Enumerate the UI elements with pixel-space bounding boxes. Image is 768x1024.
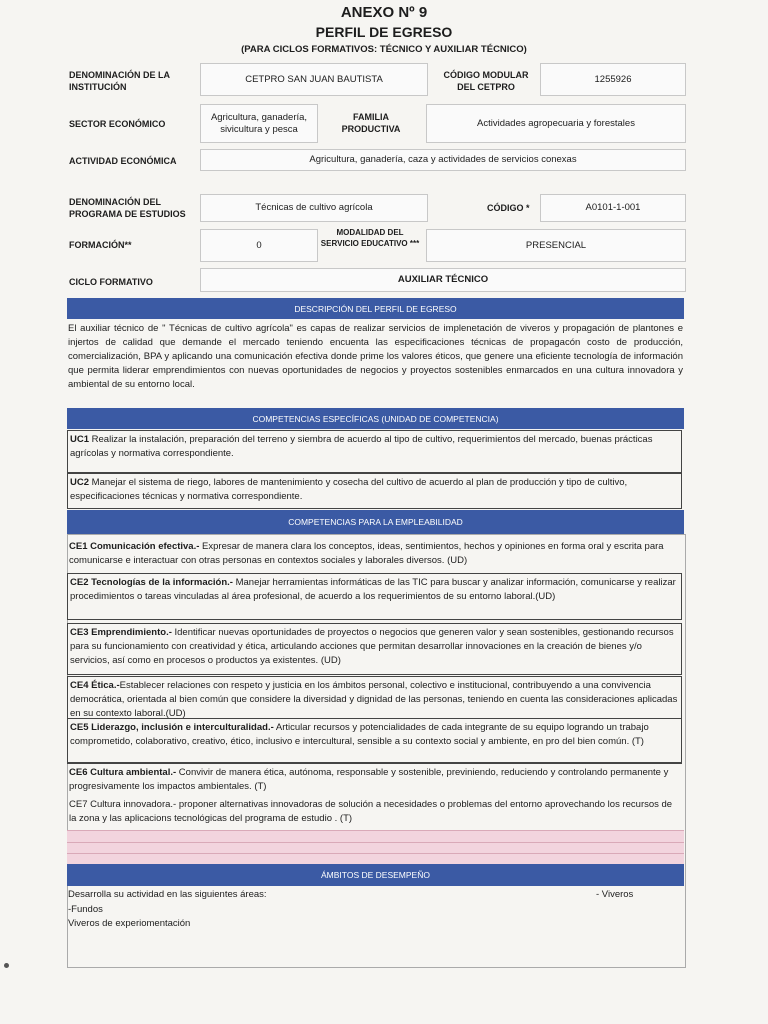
modality-value: PRESENCIAL bbox=[426, 229, 686, 262]
ce4-title: CE4 Ética.- bbox=[70, 680, 120, 691]
modality-label: MODALIDAD DEL SERVICIO EDUCATIVO *** bbox=[320, 228, 420, 248]
cycle-value: AUXILIAR TÉCNICO bbox=[200, 268, 686, 292]
sector-label: SECTOR ECONÓMICO bbox=[69, 119, 166, 129]
uc2-text: Manejar el sistema de riego, labores de mantenimiento y cosecha del cultivo de acuerdo al plan de producción y tipo de cultivo, especificaciones técnicas y normativa correspondiente. bbox=[70, 477, 628, 502]
ce1-title: CE1 Comunicación efectiva.- bbox=[69, 541, 200, 552]
program-value: Técnicas de cultivo agrícola bbox=[200, 194, 428, 222]
family-value: Actividades agropecuaria y forestales bbox=[426, 104, 686, 143]
scope-line-1-right: - Viveros bbox=[596, 889, 634, 900]
activity-label: ACTIVIDAD ECONÓMICA bbox=[69, 156, 177, 166]
uc1-text: Realizar la instalación, preparación del terreno y siembra de acuerdo al tipo de cultivo, requerimientos del mercado, buenas prácticas agrícolas y normativa correspondiente. bbox=[70, 434, 653, 459]
ce3-title: CE3 Emprendimiento.- bbox=[70, 627, 172, 638]
ce2-cell bbox=[67, 573, 682, 620]
uc1-cell bbox=[67, 430, 682, 473]
activity-value: Agricultura, ganadería, caza y actividades de servicios conexas bbox=[200, 149, 686, 171]
specific-band: COMPETENCIAS ESPECÍFICAS (UNIDAD DE COMPETENCIA) bbox=[67, 408, 684, 429]
ce4-cell bbox=[67, 676, 682, 719]
ce6-title: CE6 Cultura ambiental.- bbox=[69, 767, 177, 778]
training-label: FORMACIÓN** bbox=[69, 240, 132, 250]
ce6-text: Convivir de manera ética, autónoma, responsable y sostenible, previniendo, reduciendo y controlando permanente y progresivamente los impactos ambientales. (T) bbox=[69, 767, 669, 792]
profile-band: DESCRIPCIÓN DEL PERFIL DE EGRESO bbox=[67, 298, 684, 319]
uc1-code: UC1 bbox=[70, 434, 90, 445]
ce5-text: Articular recursos y potencialidades de cada integrante de su equipo logrando un trabajo comprometido, colaborativo, creativo, ético, inclusivo e intercultural, sensible a su contexto social y ambiente, en pro del bien común. (T) bbox=[70, 722, 649, 747]
ce7-cell: CE7 Cultura innovadora.- proponer alternativas innovadoras de solución a necesidades o problemas del entorno aprovechando los recursos de la zona y las aplicacions tecnológicas del programa de estudio . (T) bbox=[69, 799, 673, 824]
training-value: 0 bbox=[200, 229, 318, 262]
scope-line-3: Viveros de experiomentación bbox=[68, 918, 191, 929]
sector-value: Agricultura, ganadería, sivicultura y pesca bbox=[200, 104, 318, 143]
page-subtitle: (PARA CICLOS FORMATIVOS: TÉCNICO Y AUXILIAR TÉCNICO) bbox=[241, 44, 527, 55]
annex-title: ANEXO Nº 9 bbox=[340, 4, 428, 21]
ce5-cell bbox=[67, 718, 682, 763]
margin-dot bbox=[4, 963, 9, 968]
program-code-value: A0101-1-001 bbox=[540, 194, 686, 222]
family-label: FAMILIA PRODUCTIVA bbox=[341, 112, 401, 134]
scope-band: ÁMBITOS DE DESEMPEÑO bbox=[67, 864, 684, 886]
employability-band: COMPETENCIAS PARA LA EMPLEABILIDAD bbox=[67, 510, 684, 534]
program-label: DENOMINACIÓN DEL PROGRAMA DE ESTUDIOS bbox=[69, 197, 186, 219]
scope-line-1: Desarrolla su actividad en las siguientes áreas: bbox=[68, 889, 267, 900]
page-title: PERFIL DE EGRESO bbox=[315, 24, 453, 40]
pink-row-3 bbox=[67, 853, 684, 864]
ce1-text: Expresar de manera clara los conceptos, ideas, sentimientos, hechos y opiniones en forma oral y escrita para comunicarse e interactuar con otras personas en contextos sociales y laborales diversos. (UD) bbox=[69, 541, 664, 566]
profile-text: El auxiliar técnico de " Técnicas de cultivo agrícola" es capas de realizar servicios de implenetación de viveros y propagación de plantones e injertos de calidad que demande el mercado teniendo encuenta las especificaciones técnicas de propagacón costo de producción, comercialización, BPA y aplicando una comunicación efectiva donde prime los valores éticos, que genere una eficiente tecnología de información que permita liderar emprendimientos con nuevas oportunidades de negocios y proyectos sostenibles enmarcados en una cultura innovadora y ambiental de su entorno local. bbox=[68, 323, 683, 390]
ce4-text: Establecer relaciones con respeto y justicia en los ámbitos personal, colectivo e institucional, contribuyendo a una convivencia democrática, orientada al bien común que considere la diversidad y dignidad de las personas, teniendo en cuenta las consideraciones aplicadas en su contexto laboral.(UD) bbox=[70, 680, 678, 719]
ce1-cell bbox=[67, 538, 682, 573]
ce2-text: Manejar herramientas informáticas de las TIC para buscar y analizar información, comunicarse y realizar procedimientos o tareas vinculadas al área profesional, de acuerdo a los requerimientos de su entorno laboral.(UD) bbox=[70, 577, 676, 602]
ce6-cell bbox=[67, 763, 682, 796]
uc2-code: UC2 bbox=[70, 477, 90, 488]
program-code-label: CÓDIGO * bbox=[487, 203, 530, 213]
ce2-title: CE2 Tecnologías de la información.- bbox=[70, 577, 233, 588]
cycle-label: CICLO FORMATIVO bbox=[69, 277, 153, 287]
modular-code-value: 1255926 bbox=[540, 63, 686, 96]
uc2-cell bbox=[67, 473, 682, 509]
institution-value: CETPRO SAN JUAN BAUTISTA bbox=[200, 63, 428, 96]
ce3-cell bbox=[67, 623, 682, 675]
ce3-text: Identificar nuevas oportunidades de proyectos o negocios que generen valor y sean sostenibles, gestionando recursos para su funcionamiento con creatividad y ética, articulando acciones que permitan desarrollar innovaciones en la creación de bienes y/o servicios, así como en procesos o productos ya existentes. (UD) bbox=[70, 627, 674, 666]
modular-code-label: CÓDIGO MODULAR DEL CETPRO bbox=[443, 70, 529, 92]
institution-label: DENOMINACIÓN DE LA INSTITUCIÓN bbox=[69, 70, 170, 92]
ce5-title: CE5 Liderazgo, inclusión e interculturalidad.- bbox=[70, 722, 274, 733]
scope-line-2: -Fundos bbox=[68, 904, 103, 915]
